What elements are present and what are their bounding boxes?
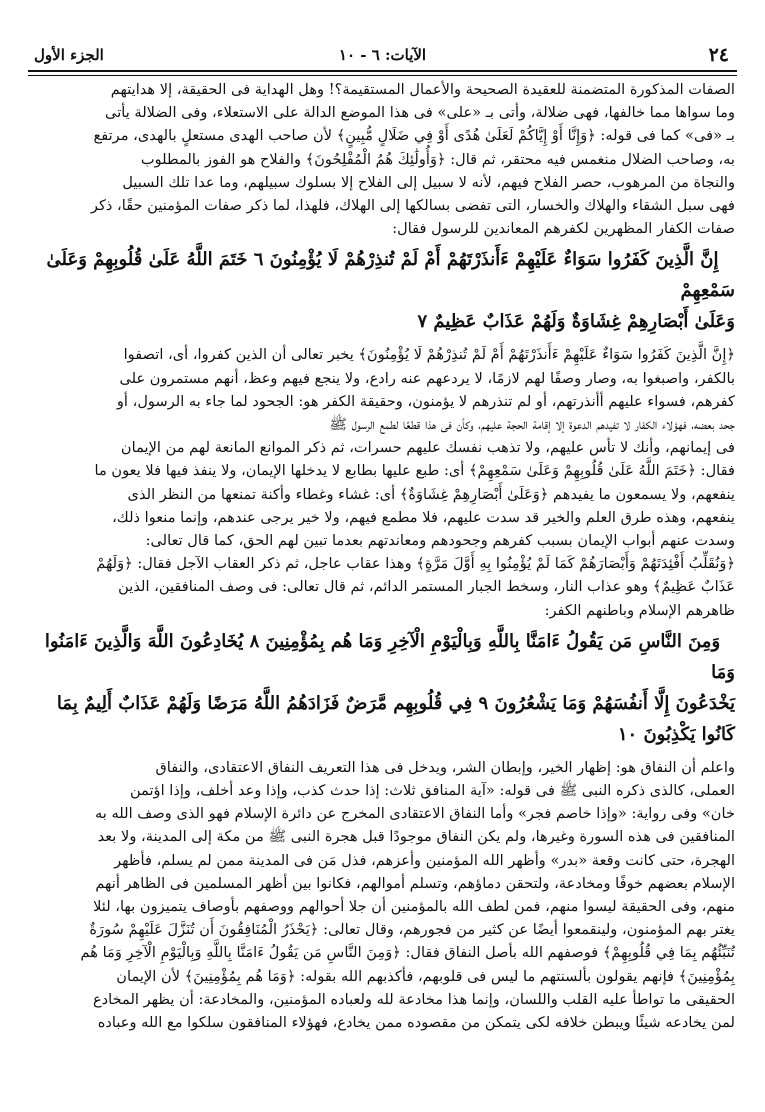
text-line: بـ «فى» كما فى قوله: ﴿وَإِنَّا أَوْ إِيَّاكُمْ لَعَلَىٰ هُدًى أَوْ فِي ضَلَالٍ مُّبِينٍ﴾ لأن صاحب الهدى مستعلٍ بالهدى، مرتفع <box>93 127 735 145</box>
text-line: المنافقين فى هذه السورة وغيرها، ولم يكن النفاق موجودًا قبل هجرة النبى ﷺ من مكة إلى المدينة، ولا بعد <box>97 828 735 846</box>
text-line: بِمُؤْمِنِينَ﴾ فإنهم يقولون بألسنتهم ما ليس فى قلوبهم، فأكذبهم الله بقوله: ﴿وَمَا هُم بِمُؤْمِنِينَ﴾ لأن الإيمان <box>116 967 735 985</box>
quran-block-2 <box>30 626 735 750</box>
text-line: ﴿إِنَّ الَّذِينَ كَفَرُوا سَوَاءٌ عَلَيْهِمْ ءَأَنذَرْتَهُمْ أَمْ لَمْ تُنذِرْهُمْ لَا يُؤْمِنُونَ﴾ يخبر تعالى أن الذين كفروا، أى، اتصفوا <box>123 346 735 364</box>
text-line: ينفعهم، ولا يسمعون ما يفيدهم ﴿وَعَلَىٰ أَبْصَارِهِمْ غِشَاوَةٌ﴾ أى: غشاء وغطاء وأكنة تمنعها من النظر الذى <box>127 485 735 503</box>
text-line: فقال: ﴿خَتَمَ اللَّهُ عَلَىٰ قُلُوبِهِمْ وَعَلَىٰ سَمْعِهِمْ﴾ أى: طبع عليها بطابع لا يدخلها الإيمان، ولا ينفذ فيها فلا يعون ما <box>94 462 735 480</box>
text-line: الإسلام بعضهم خوفًا ومخادعة، ولتحقن دماؤهم، وتسلم أموالهم، فكانوا بين أظهر المسلمين فى الظاهر أنهم <box>95 874 735 892</box>
paragraph-2 <box>30 343 735 621</box>
text-line: وسدت عنهم أبواب الإيمان بسبب كفرهم وجحودهم ومعاندتهم بعدما تبين لهم الحق، كما قال تعالى: <box>145 532 735 550</box>
text-line: لمن يخادعه شيئًا ويبطن خلافه لكى يتمكن من مقصوده ممن يخادع، فهؤلاء المنافقون سلكوا مع الله وعباده <box>97 1014 735 1032</box>
text-line: ﴿وَنُقَلِّبُ أَفْئِدَتَهُمْ وَأَبْصَارَهُمْ كَمَا لَمْ يُؤْمِنُوا بِهِ أَوَّلَ مَرَّةٍ﴾ وهذا عقاب عاجل، ثم ذكر العقاب الآجل فقال: ﴿وَلَهُمْ <box>96 555 735 573</box>
verses-range: الآيات: ٦ - ١٠ <box>338 46 427 64</box>
text-line: بالكفر، واصبغوا به، وصار وصفًا لهم لازمًا، لا يردعهم عنه رادع، ولا ينجع فيهم وعظ، أنهم مستمرون على <box>119 369 735 387</box>
quran-line: وَعَلَىٰ أَبْصَارِهِمْ غِشَاوَةٌ وَلَهُمْ عَذَابٌ عَظِيمٌ ٧ <box>417 311 735 333</box>
running-header <box>28 44 737 72</box>
text-line: منهم، وفى الحقيقة ليسوا منهم، فمن لطف الله بالمؤمنين أن جلا أحوالهم ووصفهم بأوصاف يتميزون بها، لئلا <box>93 898 735 916</box>
text-line: فى إيمانهم، وأنك لا تأس عليهم، ولا تذهب نفسك عليهم حسرات، ثم ذكر الموانع المانعة لهم من الإيمان <box>120 439 735 457</box>
text-line: والنجاة من المرهوب، حصر الفلاح فيهم، لأنه لا سبيل إلى الفلاح إلا بسلوك سبيلهم، وما عدا تلك السبيل <box>122 173 735 191</box>
quran-line: إِنَّ الَّذِينَ كَفَرُوا سَوَاءٌ عَلَيْهِمْ ءَأَنذَرْتَهُمْ أَمْ لَمْ تُنذِرْهُمْ لَا يُؤْمِنُونَ ٦ خَتَمَ اللَّهُ عَلَىٰ قُلُوبِهِمْ وَعَلَىٰ سَمْعِهِمْ <box>46 249 735 302</box>
text-line: الصفات المذكورة المتضمنة للعقيدة الصحيحة والأعمال المستقيمة؟! وهل الهداية فى الحقيقة، إلا هدايتهم <box>110 81 735 98</box>
text-line: العملى، كالذى ذكره النبى ﷺ فى قوله: «آية المنافق ثلاث: إذا حدث كذب، وإذا وعد أخلف، وإذا اؤتمن <box>129 782 735 800</box>
quran-line: وَمِنَ النَّاسِ مَن يَقُولُ ءَامَنَّا بِاللَّهِ وَبِالْيَوْمِ الْآخِرِ وَمَا هُم بِمُؤْمِنِينَ ٨ يُخَادِعُونَ اللَّهَ وَالَّذِينَ ءَامَنُوا وَمَا <box>44 630 735 683</box>
text-line: صفات الكفار المظهرين لكفرهم المعاندين للرسول فقال: <box>392 220 735 238</box>
text-line: الهجرة، حتى كانت وقعة «بدر» وأظهر الله المؤمنين وأعزهم، فذل مَن فى المدينة ممن لم يسلم، فأظهر <box>114 851 735 869</box>
paragraph-3 <box>30 756 735 1034</box>
text-line: ينفعهم، وهذه طرق العلم والخير قد سدت عليهم، فلا مطمع فيهم، ولا خير يرجى عندهم، وإنما منعوا ذلك، <box>112 508 735 526</box>
text-line: خان» وفى رواية: «وإذا خاصم فجر» وأما النفاق الاعتقادى المخرج عن دائرة الإسلام فهو الذى وصف الله به <box>94 805 735 823</box>
text-line: عَذَابٌ عَظِيمٌ﴾ وهو عذاب النار، وسخط الجبار المستمر الدائم، ثم قال تعالى: فى وصف المنافقين، الذين <box>118 578 735 596</box>
part-title: الجزء الأول <box>34 46 104 64</box>
quran-line: يَخْدَعُونَ إِلَّا أَنفُسَهُمْ وَمَا يَشْعُرُونَ ٩ فِي قُلُوبِهِم مَّرَضٌ فَزَادَهُمُ اللَّهُ مَرَضًا وَلَهُمْ عَذَابٌ أَلِيمٌ بِمَا <box>56 692 735 714</box>
quran-block-1 <box>30 244 735 337</box>
text-line: الحقيقى ما تواطأ عليه القلب واللسان، وإنما هذا مخادعة لله ولعباده المؤمنين، والمخادعة: أن يظهر المخادع <box>92 990 735 1008</box>
text-line: يغتر بهم المؤمنون، ولينقمعوا أيضًا عن كثير من فجورهم، وقال تعالى: ﴿يَحْذَرُ الْمُنَافِقُونَ أَن تُنَزَّلَ عَلَيْهِمْ سُورَةٌ <box>89 921 735 939</box>
text-line: فهى سبل الشقاء والهلاك والخسار، التى تفضى بسالكها إلى الهلاك، فلهذا، لما ذكر صفات المؤمنين حقًا، ذكر <box>90 197 735 215</box>
quran-line: كَانُوا يَكْذِبُونَ ١٠ <box>617 723 735 745</box>
paragraph-1 <box>30 78 735 240</box>
text-line: تُنَبِّئُهُم بِمَا فِي قُلُوبِهِمْ﴾ فوصفهم الله بأصل النفاق فقال: ﴿وَمِنَ النَّاسِ مَن يَقُولُ ءَامَنَّا بِاللَّهِ وَبِالْيَوْمِ الْآخِرِ وَمَا هُم <box>80 944 735 962</box>
text-line: كفرهم، فسواء عليهم أأنذرتهم، أو لم تنذرهم لا يؤمنون، وحقيقة الكفر هو: الجحود لما جاء به الرسول، أو <box>116 392 735 410</box>
text-line: واعلم أن النفاق هو: إظهار الخير، وإبطان الشر، ويدخل فى هذا التعريف النفاق الاعتقادى، والنفاق <box>155 758 735 776</box>
text-line: ظاهرهم الإسلام وباطنهم الكفر: <box>544 601 735 619</box>
page-body <box>30 78 735 1034</box>
text-line: به، وصاحب الضلال منغمس فيه محتقر، ثم قال: ﴿وَأُولَٰئِكَ هُمُ الْمُفْلِحُونَ﴾ والفلاح هو الفوز بالمطلوب <box>140 150 735 168</box>
text-line: وما سواها مما خالفها، فهى ضلالة، وأتى بـ «على» فى هذا الموضع الدالة على الاستعلاء، وفى الضلالة يأتى <box>105 104 735 122</box>
page-number: ٢٤ <box>708 44 729 66</box>
text-line: جحد بعضه، فهؤلاء الكفار لا تفيدهم الدعوة إلا إقامة الحجة عليهم، وكأن فى هذا قطعًا لطمع الرسول ﷺ <box>329 416 735 434</box>
